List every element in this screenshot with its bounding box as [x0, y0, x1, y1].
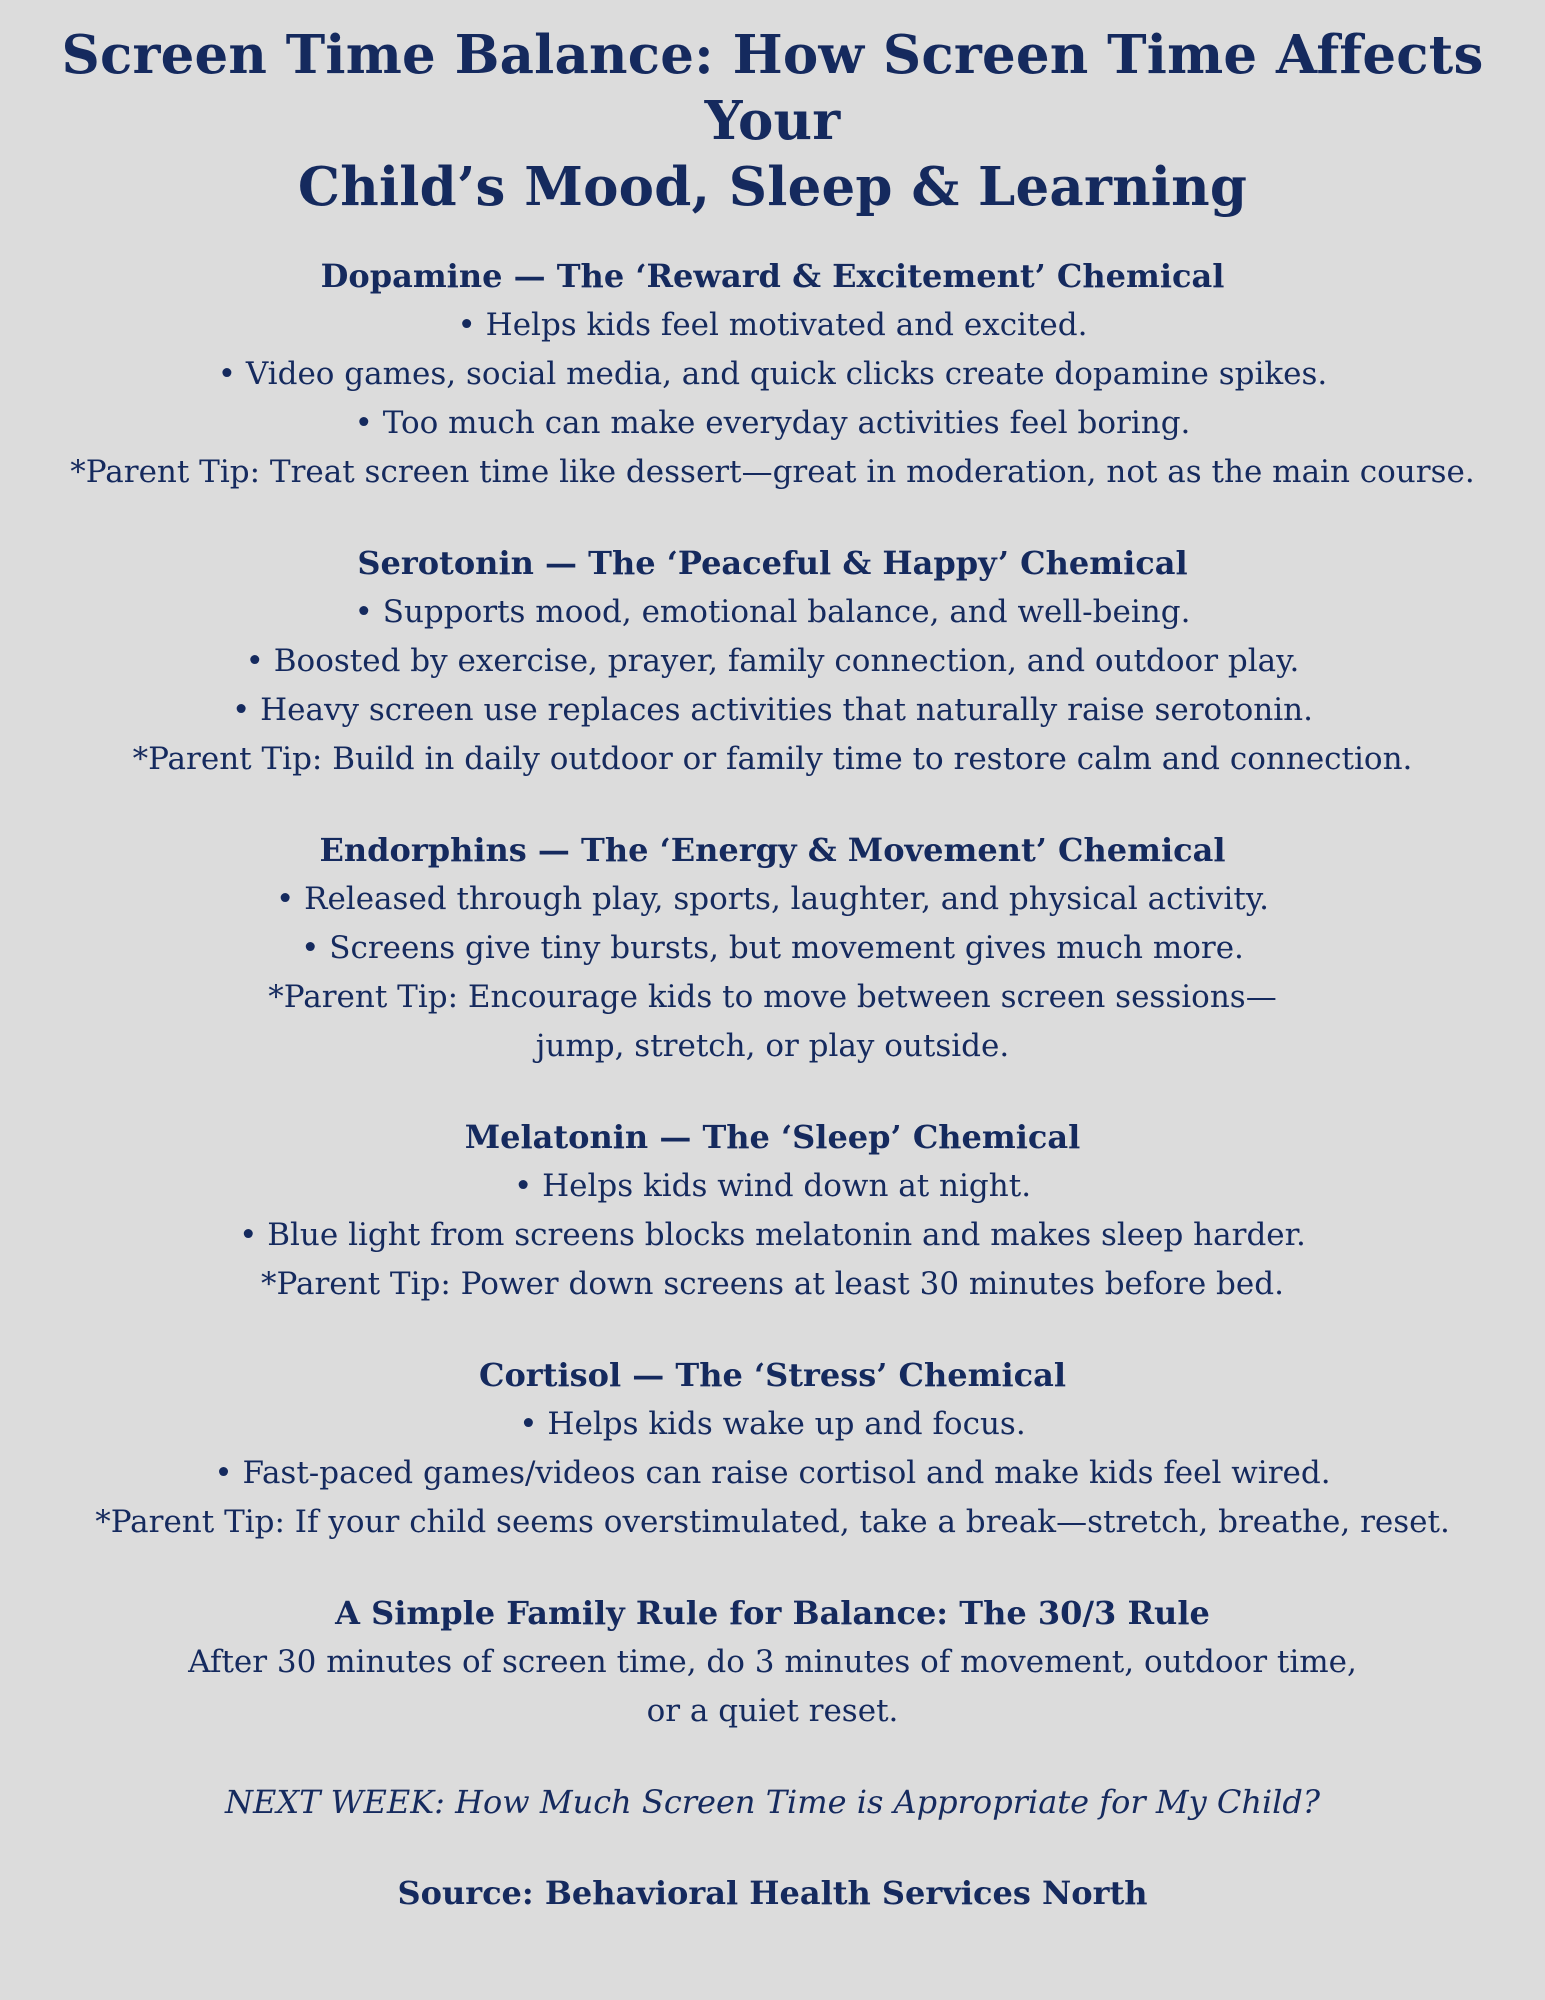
title-line-1: Screen Time Balance: How Screen Time Affects Your [61, 24, 1484, 152]
section-line: • Too much can make everyday activities feel boring. [354, 405, 1191, 441]
section-line: • Helps kids feel motivated and excited. [457, 307, 1088, 343]
rule-line-2: or a quiet reset. [646, 1693, 899, 1729]
section-serotonin [0, 539, 1545, 784]
source-credit: Source: Behavioral Health Services North [397, 1874, 1148, 1912]
section-heading: Serotonin — The ‘Peaceful & Happy’ Chemical [357, 544, 1188, 582]
parent-tip: *Parent Tip: Build in daily outdoor or family time to restore calm and connection. [132, 741, 1413, 777]
section-heading: Melatonin — The ‘Sleep’ Chemical [464, 1118, 1081, 1156]
section-cortisol [0, 1351, 1545, 1547]
rule-line-1: After 30 minutes of screen time, do 3 minutes of movement, outdoor time, [188, 1644, 1357, 1680]
next-week-note: NEXT WEEK: How Much Screen Time is Appropriate for My Child? [224, 1783, 1321, 1821]
parent-tip: *Parent Tip: Encourage kids to move between screen sessions— [268, 979, 1277, 1015]
section-line: • Supports mood, emotional balance, and well-being. [354, 594, 1191, 630]
section-line: • Released through play, sports, laughter, and physical activity. [275, 881, 1270, 917]
parent-tip-continued: jump, stretch, or play outside. [535, 1028, 1010, 1064]
section-line: • Helps kids wake up and focus. [519, 1406, 1026, 1442]
section-line: • Blue light from screens blocks melatonin and makes sleep harder. [239, 1217, 1306, 1253]
section-line: • Video games, social media, and quick clicks create dopamine spikes. [217, 356, 1328, 392]
rule-heading: A Simple Family Rule for Balance: The 30/3 Rule [335, 1594, 1210, 1632]
parent-tip: *Parent Tip: Treat screen time like dessert—great in moderation, not as the main course. [70, 454, 1475, 490]
section-endorphins [0, 826, 1545, 1071]
page-title [0, 0, 1545, 220]
section-family-rule [0, 1589, 1545, 1736]
section-heading: Cortisol — The ‘Stress’ Chemical [478, 1356, 1067, 1394]
section-heading: Dopamine — The ‘Reward & Excitement’ Chemical [320, 257, 1225, 295]
section-line: • Boosted by exercise, prayer, family connection, and outdoor play. [245, 643, 1300, 679]
section-melatonin [0, 1113, 1545, 1309]
section-line: • Screens give tiny bursts, but movement gives much more. [301, 930, 1244, 966]
section-line: • Fast-paced games/videos can raise cortisol and make kids feel wired. [214, 1455, 1331, 1491]
section-line: • Heavy screen use replaces activities that naturally raise serotonin. [231, 692, 1314, 728]
section-line: • Helps kids wind down at night. [513, 1168, 1032, 1204]
section-dopamine [0, 252, 1545, 497]
parent-tip: *Parent Tip: Power down screens at least 30 minutes before bed. [261, 1266, 1284, 1302]
section-heading: Endorphins — The ‘Energy & Movement’ Chemical [319, 831, 1226, 869]
title-line-2: Child’s Mood, Sleep & Learning [297, 156, 1248, 218]
parent-tip: *Parent Tip: If your child seems overstimulated, take a break—stretch, breathe, reset. [95, 1504, 1450, 1540]
